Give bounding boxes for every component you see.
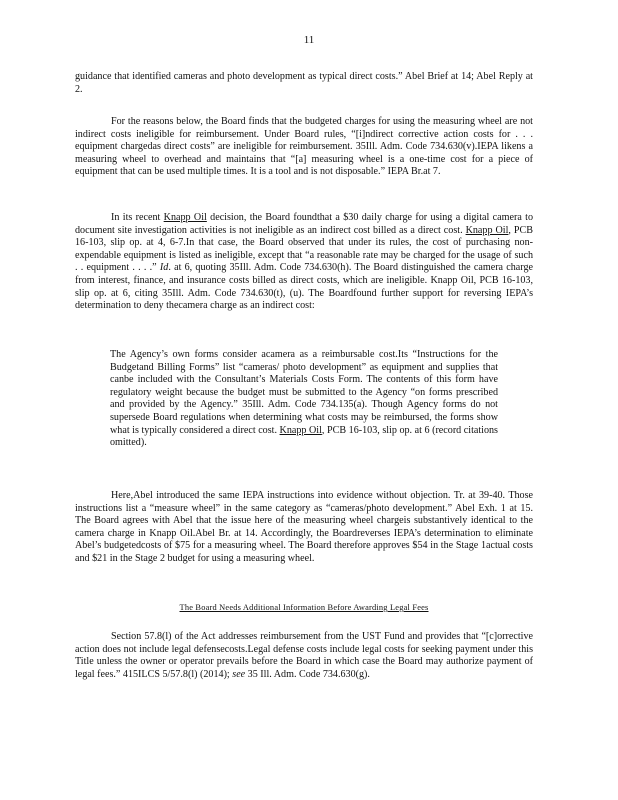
- paragraph-legal-fees: [75, 631, 533, 681]
- case-name-knapp-oil: Knapp Oil: [279, 424, 322, 436]
- p3-text-b: decision, the Board foundthat a $30 daily charge for using a digital camera to document site investigation activities is not ineligible as an indirect cost billed as a direct cost.: [75, 212, 533, 236]
- block-quote: [110, 349, 498, 450]
- paragraph-knapp-oil: [75, 212, 533, 313]
- paragraph-board-finding: For the reasons below, the Board finds that the budgeted charges for using the measuring wheel are not indirect costs ineligible for reimbursement. Under Board rules, “[i]ndirect corrective action costs for . . . equipment chargedas direct costs” are ineligible for reimbursement. 35Ill. Adm. Code 734.630(v).IEPA likens a measuring wheel to overhead and maintains that “[a] measuring wheel is a one-time cost for a piece of equipment that can be used multiple times. It is a tool and is not disposable.” IEPA Br.at 7.: [75, 116, 533, 178]
- section-heading-text: The Board Needs Additional Information Before Awarding Legal Fees: [179, 603, 429, 612]
- paragraph-measuring-wheel: Here,Abel introduced the same IEPA instructions into evidence without objection. Tr. at 39-40. Those instructions list a “measure wheel” in the same category as “cameras/photo development.” Abel Exh. 1 at 15. The Board agrees with Abel that the issue here of the measuring wheel chargeis substantively identical to the camera charge in Knapp Oil.Abel Br. at 14. Accordingly, the Boardreverses IEPA’s determination to eliminate Abel’s budgetedcosts of $75 for a measuring wheel. The Board therefore approves $54 in the Stage 1actual costs and $21 in the Stage 2 budget for using a measuring wheel.: [75, 490, 533, 564]
- see-signal: see: [232, 668, 246, 680]
- paragraph-continuation: guidance that identified cameras and photo development as typical direct costs.” Abel Brief at 14; Abel Reply at 2.: [75, 71, 533, 95]
- quote-text-b: , PCB 16-103, slip op. at 6 (record citations omitted).: [110, 424, 498, 449]
- p3-text-d: . at 6, quoting 35Ill. Adm. Code 734.630(h). The Board distinguished the camera charge from interest, finance, and insurance costs billed as direct costs, which are ineligible. Knapp Oil, PCB 16-103, slip op. at 6, citing 35Ill. Adm. Code 734.630(t), (u). The Boardfound further support for reversing IEPA’s determination to deny thecamera charge as an indirect cost:: [75, 262, 533, 312]
- p5-text-a: Section 57.8(l) of the Act addresses reimbursement from the UST Fund and provides that “[c]orrective action does not include legal defensecosts.Legal defense costs include legal costs for seeking payment under this Title unless the owner or operator prevails before the Board in which case the Board may authorize payment of legal fees.” 415ILCS 5/57.8(l) (2014);: [75, 631, 533, 680]
- case-name-knapp-oil: Knapp Oil: [163, 212, 207, 223]
- id-citation: Id: [159, 262, 169, 274]
- case-name-knapp-oil: Knapp Oil: [465, 224, 509, 236]
- p3-text-a: In its recent: [111, 212, 164, 223]
- quote-text-a: The Agency’s own forms consider acamera as a reimbursable cost.Its “Instructions for the Budgetand Billing Forms” list “cameras/ photo development” as equipment and supplies that canbe included with the Consultant’s Materials Costs Form. The contents of this form have regulatory weight because the budget must be submitted to the Agency “on forms prescribed and provided by the Agency.” 35Ill. Adm. Code 734.135(a). Though Agency forms do not supersede Board regulations when determining what costs may be reimbursed, the forms show what is typically considered a direct cost.: [110, 349, 498, 436]
- p3-text-c: , PCB 16-103, slip op. at 4, 6-7.In that case, the Board observed that under its rules, the cost of purchasing non-expendable equipment is listed as ineligible, except that “a reasonable rate may be charged for the usage of such . . equipment . . . .”: [75, 224, 533, 274]
- section-heading: [75, 602, 533, 615]
- p5-text-b: 35 Ill. Adm. Code 734.630(g).: [245, 668, 370, 680]
- page-number: 11: [303, 34, 315, 46]
